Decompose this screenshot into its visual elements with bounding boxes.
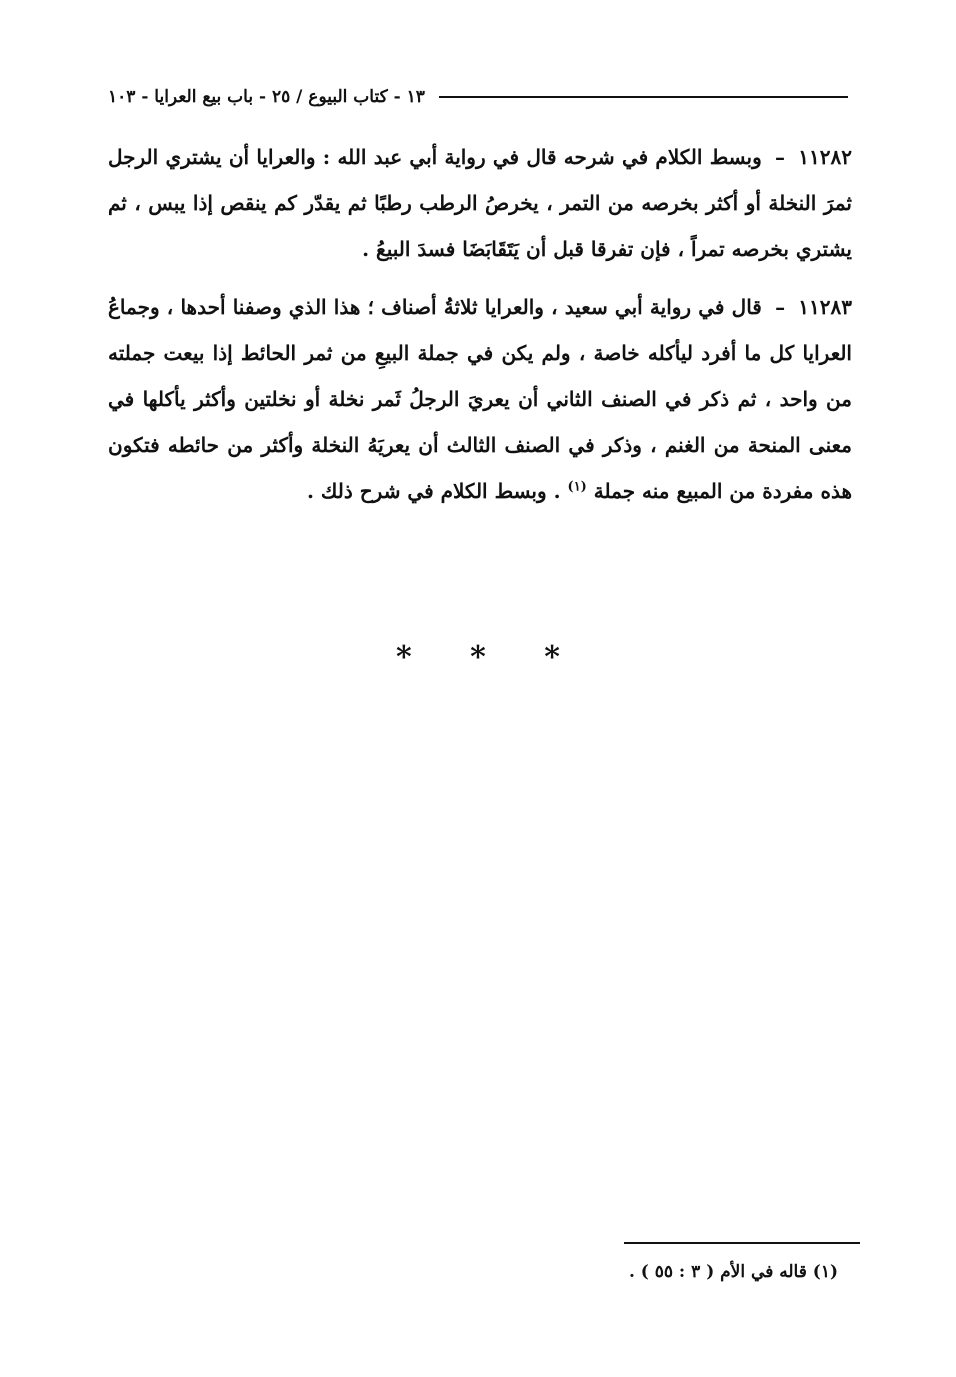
paragraph-text: وبسط الكلام في شرحه قال في رواية أبي عبد الله : والعرايا أن يشتري الرجل ثمرَ النخلة أو أكثر بخرصه من التمر ، يخرصُ الرطب رطبًا ثم يقدّر كم ينقص إذا يبس ، ثم يشتري بخرصه تمراً ، فإن تفرقا قبل أن يَتَقَابَضَا فسدَ البيعُ .: [108, 145, 852, 261]
paragraph-number: ١١٢٨٣: [798, 295, 852, 319]
paragraph-text-continued: . وبسط الكلام في شرح ذلك .: [307, 479, 561, 503]
paragraph-11282: [108, 134, 852, 272]
section-separator: [0, 640, 956, 675]
footnote: (١) قاله في الأم ( ٣ : ٥٥ ) .: [628, 1262, 838, 1282]
running-title: ١٣ - كتاب البيوع / ٢٥ - باب بيع العرايا - ١٠٣: [108, 87, 425, 107]
paragraph-number: ١١٢٨٢: [798, 145, 852, 169]
footnote-rule: [624, 1242, 860, 1244]
footnote-reference[interactable]: (١): [567, 479, 587, 495]
paragraph-dash: –: [775, 145, 786, 169]
paragraph-11283: [108, 284, 852, 514]
body-text: [108, 134, 852, 526]
paragraph-dash: –: [775, 295, 786, 319]
page-header: [108, 82, 848, 112]
separator-asterisk: *: [544, 640, 560, 675]
header-rule: [439, 96, 848, 98]
separator-asterisk: *: [470, 640, 486, 675]
paragraph-text: قال في رواية أبي سعيد ، والعرايا ثلاثةُ أصناف ؛ هذا الذي وصفنا أحدها ، وجماعُ العرايا كل ما أفرد ليأكله خاصة ، ولم يكن في جملة البيعِ من ثمر الحائط إذا بيعت جملته من واحد ، ثم ذكر في الصنف الثاني أن يعريَ الرجلُ ثَمر نخلة أو نخلتين وأكثر يأكلها في معنى المنحة من الغنم ، وذكر في الصنف الثالث أن يعريَهُ النخلة وأكثر من حائطه فتكون هذه مفردة من المبيع منه جملة: [108, 295, 852, 503]
separator-asterisk: *: [395, 640, 412, 675]
